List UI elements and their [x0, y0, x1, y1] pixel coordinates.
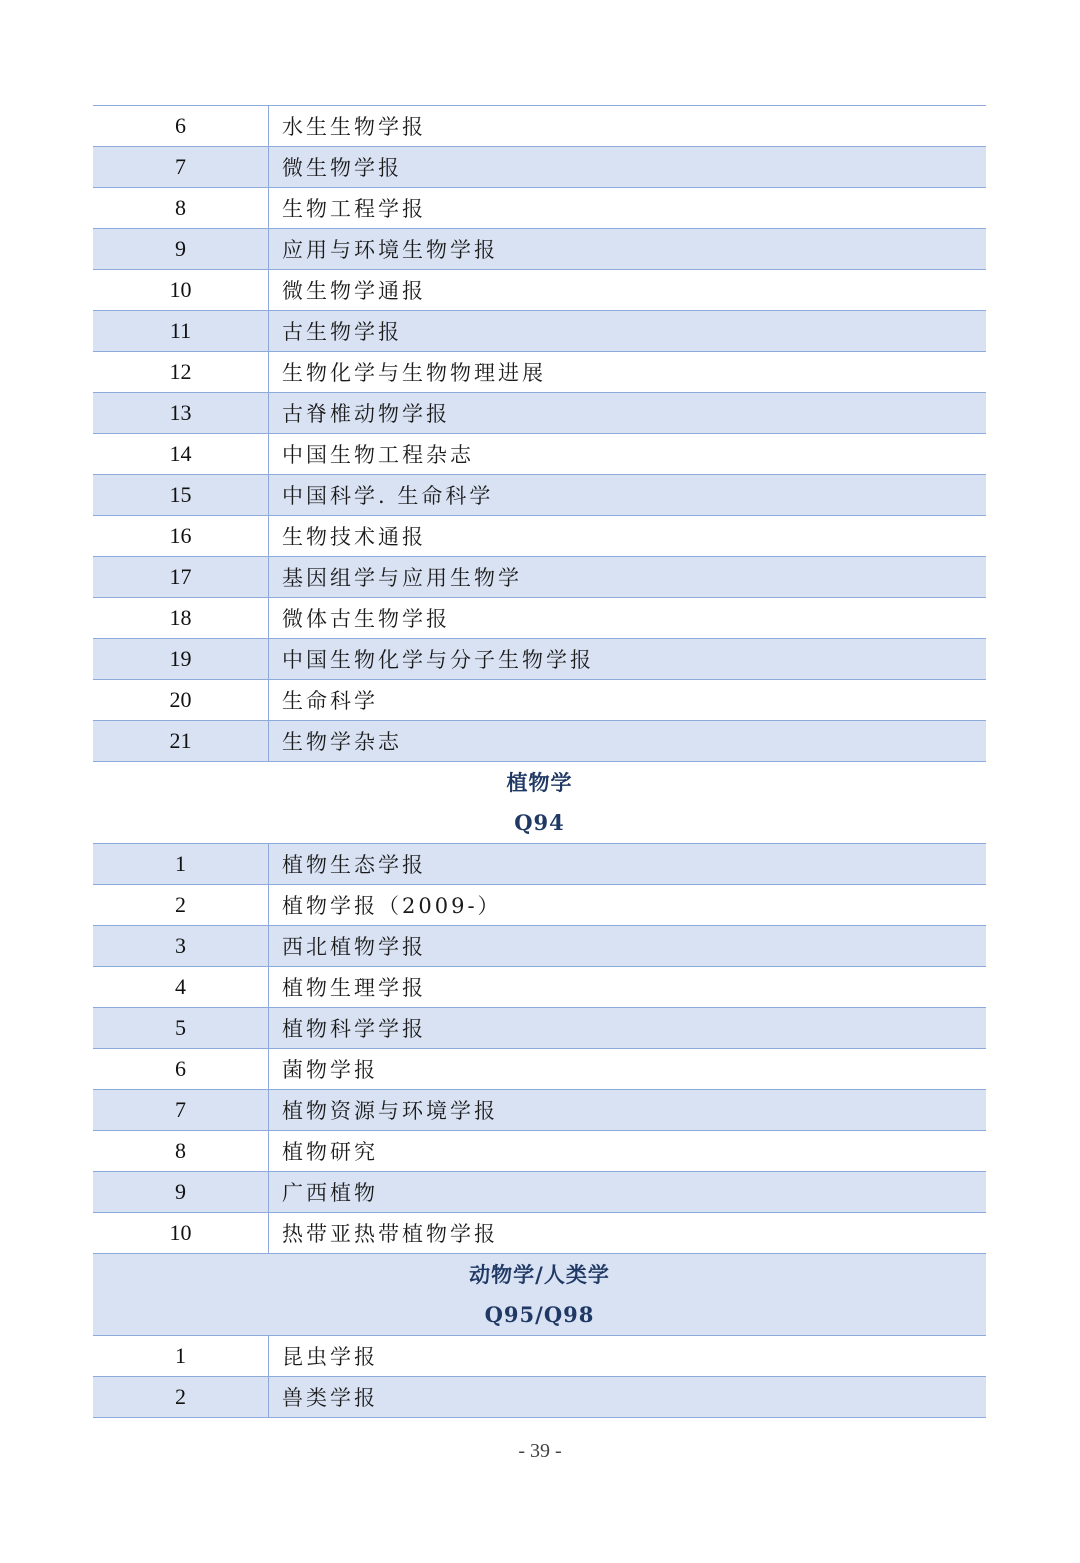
row-number: 9 [93, 1172, 269, 1212]
section-title: 植物学 [506, 769, 573, 795]
row-number: 1 [93, 844, 269, 884]
journal-name: 植物生理学报 [282, 976, 426, 1000]
journal-name: 生物技术通报 [282, 525, 426, 549]
table-row [93, 1377, 986, 1418]
journal-name: 古生物学报 [282, 320, 402, 344]
table-row [93, 926, 986, 967]
journal-name: 生物工程学报 [282, 197, 426, 221]
journal-name: 植物生态学报 [282, 853, 426, 877]
row-number: 9 [93, 229, 269, 269]
row-number: 10 [93, 270, 269, 310]
table-row [93, 1131, 986, 1172]
journal-name: 西北植物学报 [282, 935, 426, 959]
table-row [93, 1090, 986, 1131]
row-number: 4 [93, 967, 269, 1007]
journal-name: 水生生物学报 [282, 115, 426, 139]
table-row [93, 475, 986, 516]
section-title: 动物学/人类学 [469, 1261, 610, 1287]
journal-name: 基因组学与应用生物学 [282, 566, 522, 590]
row-number: 15 [93, 475, 269, 515]
section-header-botany [93, 762, 986, 844]
table-row [93, 270, 986, 311]
table-row [93, 1008, 986, 1049]
row-number: 16 [93, 516, 269, 556]
table-row [93, 1336, 986, 1377]
row-number: 2 [93, 1377, 269, 1417]
row-number: 7 [93, 1090, 269, 1130]
row-number: 2 [93, 885, 269, 925]
row-number: 20 [93, 680, 269, 720]
row-number: 10 [93, 1213, 269, 1253]
journal-name: 昆虫学报 [282, 1345, 378, 1369]
row-number: 6 [93, 1049, 269, 1089]
section-header-zoology [93, 1254, 986, 1336]
journal-name: 中国生物工程杂志 [282, 443, 474, 467]
journal-name: 应用与环境生物学报 [282, 238, 498, 262]
table-row [93, 352, 986, 393]
row-number: 21 [93, 721, 269, 761]
section-code: Q94 [514, 809, 565, 835]
table-row [93, 434, 986, 475]
row-number: 3 [93, 926, 269, 966]
table-row [93, 1213, 986, 1254]
row-number: 19 [93, 639, 269, 679]
table-row [93, 680, 986, 721]
table-row [93, 106, 986, 147]
table-row [93, 516, 986, 557]
journal-name: 微体古生物学报 [282, 607, 450, 631]
row-number: 11 [93, 311, 269, 351]
row-number: 17 [93, 557, 269, 597]
row-number: 18 [93, 598, 269, 638]
journal-name: 微生物学报 [282, 156, 402, 180]
table-row [93, 188, 986, 229]
table-row [93, 598, 986, 639]
journal-name: 生物化学与生物物理进展 [282, 361, 546, 385]
row-number: 5 [93, 1008, 269, 1048]
journal-name: 广西植物 [282, 1181, 378, 1205]
table-row [93, 967, 986, 1008]
table-row [93, 844, 986, 885]
table-row [93, 721, 986, 762]
page-number: - 39 - [518, 1440, 562, 1462]
row-number: 13 [93, 393, 269, 433]
row-number: 6 [93, 106, 269, 146]
journal-name: 植物科学学报 [282, 1017, 426, 1041]
row-number: 1 [93, 1336, 269, 1376]
journal-name: 植物研究 [282, 1140, 378, 1164]
row-number: 12 [93, 352, 269, 392]
row-number: 8 [93, 1131, 269, 1171]
journal-name: 古脊椎动物学报 [282, 402, 450, 426]
section-code: Q95/Q98 [484, 1301, 595, 1327]
row-number: 7 [93, 147, 269, 187]
journal-name: 中国生物化学与分子生物学报 [282, 648, 594, 672]
journal-table [93, 105, 986, 1418]
table-row [93, 885, 986, 926]
table-row [93, 147, 986, 188]
journal-name: 生物学杂志 [282, 730, 402, 754]
table-row [93, 311, 986, 352]
table-row [93, 1172, 986, 1213]
journal-name: 热带亚热带植物学报 [282, 1222, 498, 1246]
table-row [93, 393, 986, 434]
journal-name: 微生物学通报 [282, 279, 426, 303]
table-row [93, 1049, 986, 1090]
journal-name: 植物学报（2009-） [282, 894, 502, 918]
table-row [93, 557, 986, 598]
table-row [93, 229, 986, 270]
journal-name: 中国科学. 生命科学 [282, 484, 494, 508]
journal-name: 植物资源与环境学报 [282, 1099, 498, 1123]
journal-name: 生命科学 [282, 689, 378, 713]
row-number: 14 [93, 434, 269, 474]
table-row [93, 639, 986, 680]
row-number: 8 [93, 188, 269, 228]
journal-name: 兽类学报 [282, 1386, 378, 1410]
journal-name: 菌物学报 [282, 1058, 378, 1082]
